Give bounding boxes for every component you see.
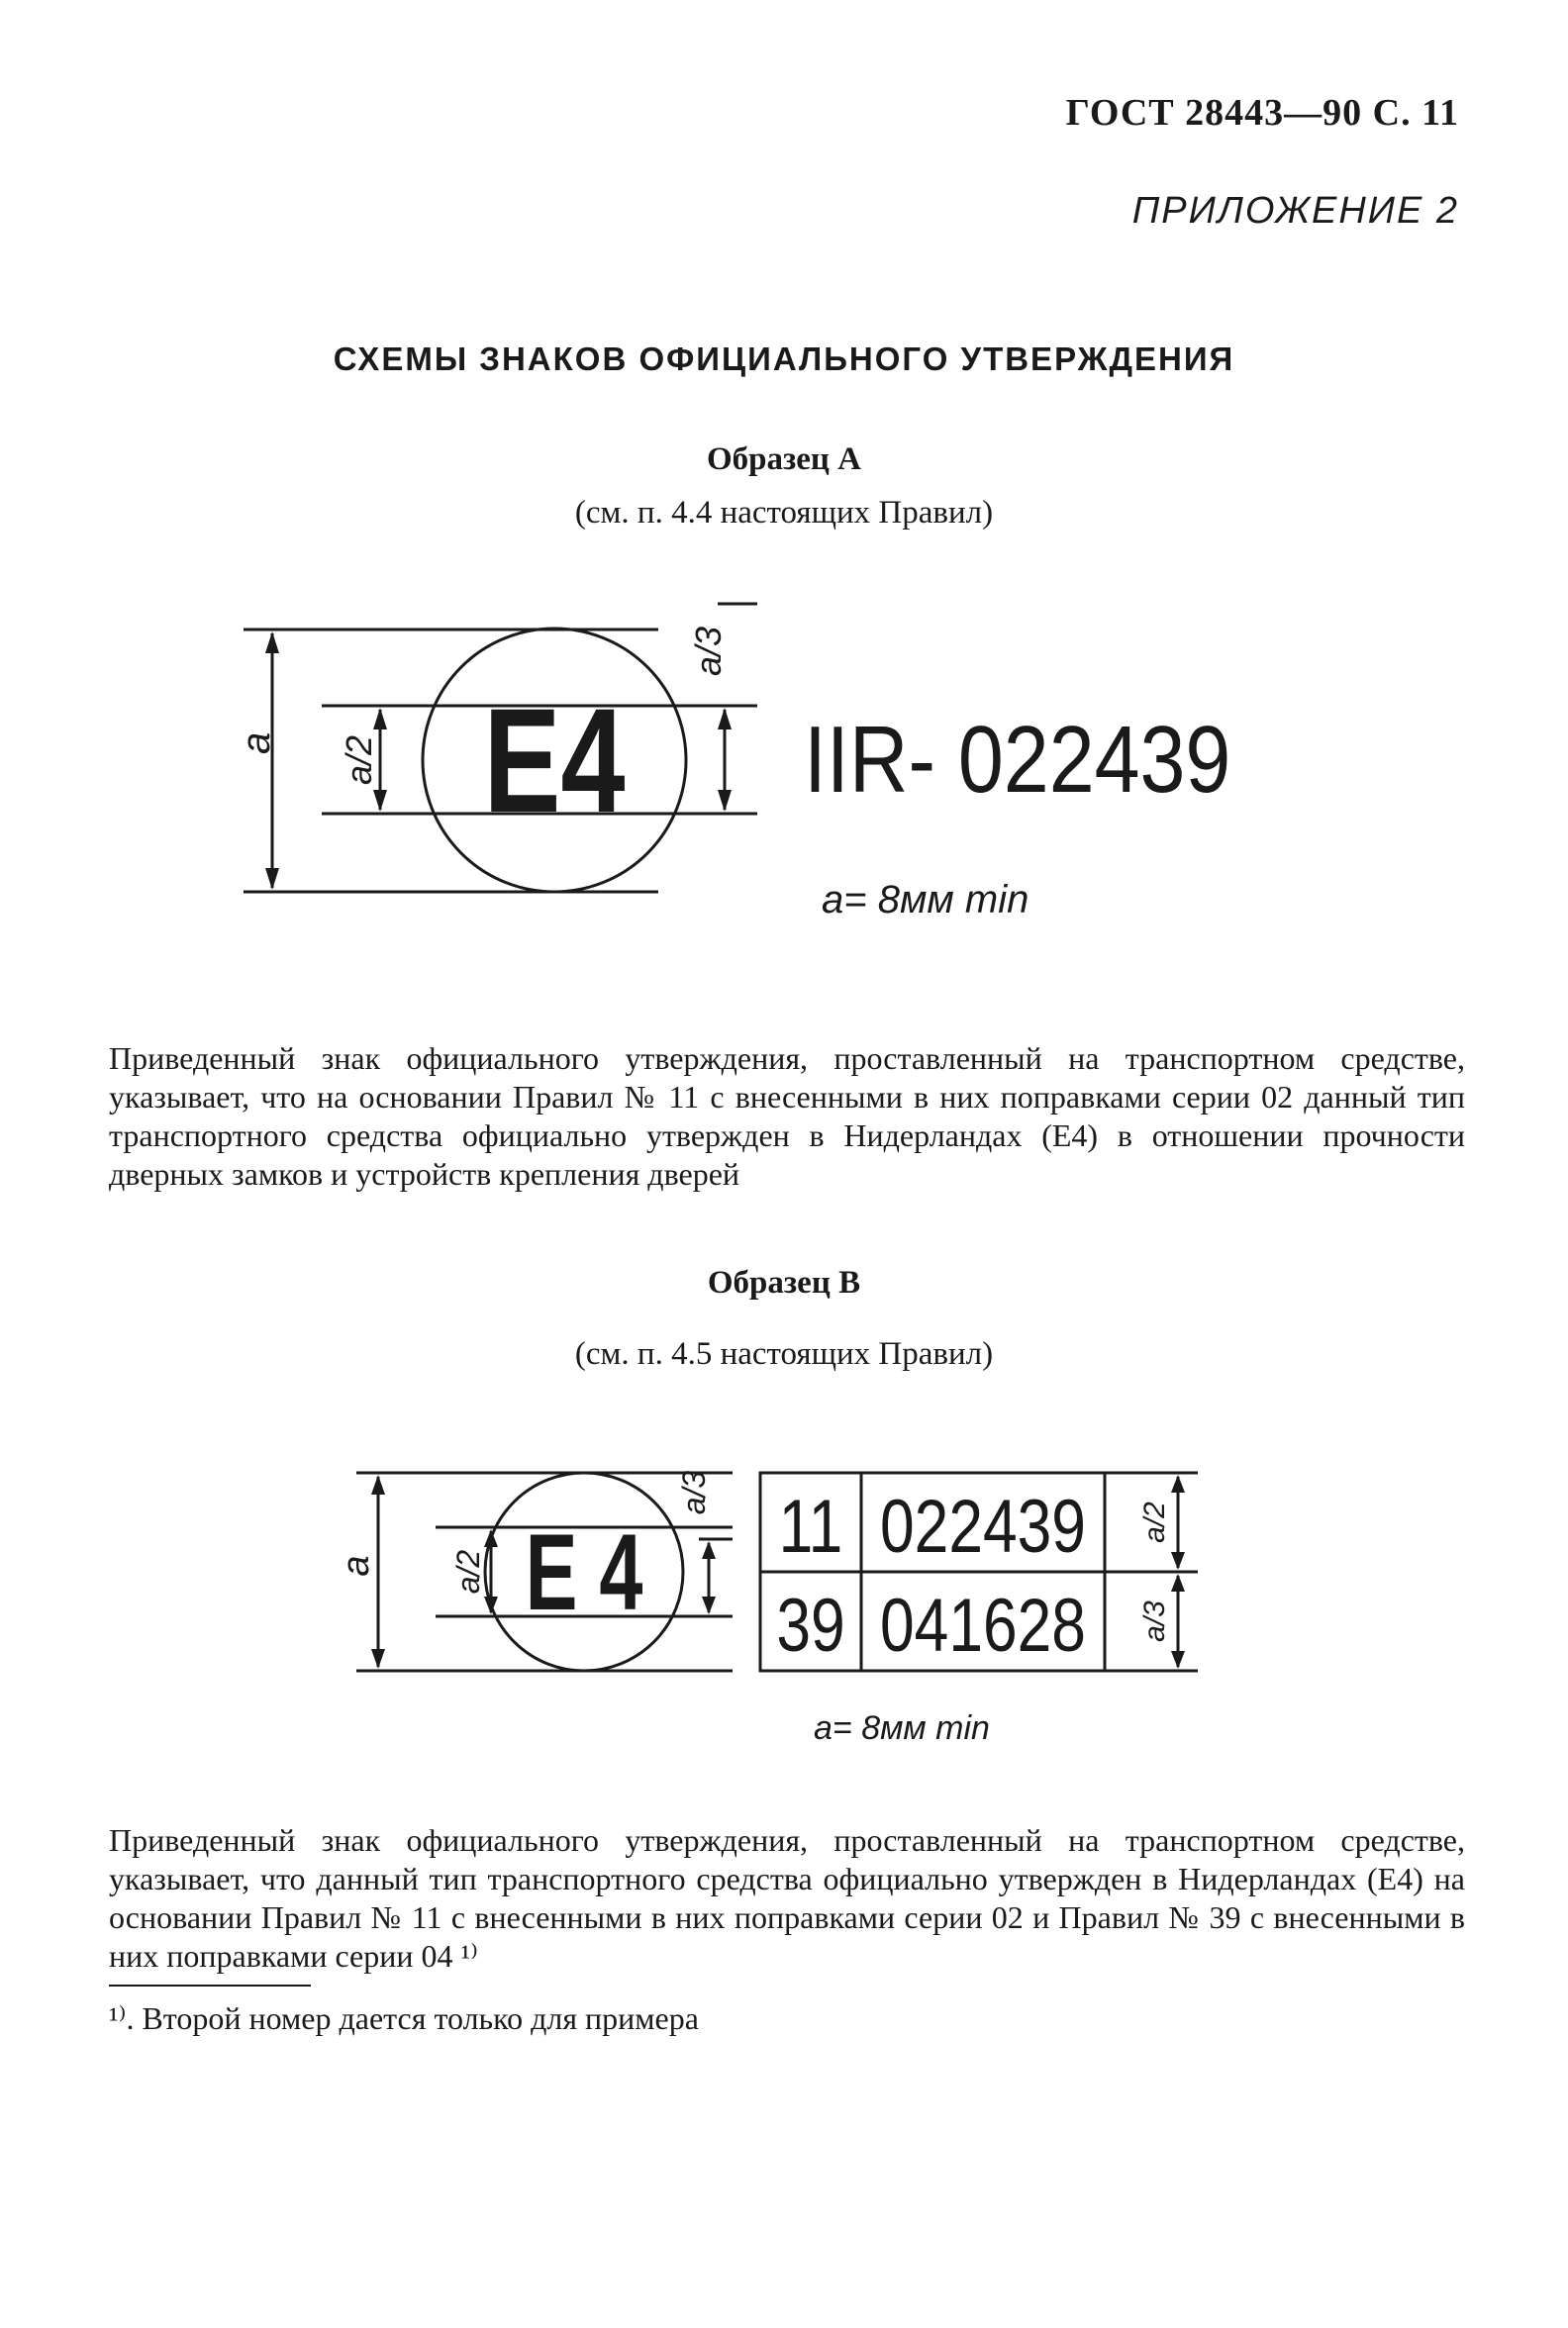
arrowhead-icon — [1171, 1552, 1185, 1570]
sample-b-description: Приведенный знак официального утверждения, проставленный на транспортном средстве, указывает, что данный тип транспортного средства официально утвержден в Нидерландах (E4) на основании Правил № 11 с внесенными в них поправками серии 02 и Правил № 39 с внесенными в них поправками серии 04 ¹⁾ — [109, 1822, 1465, 1974]
sample-b-dim-a-label: a — [336, 1555, 377, 1577]
arrowhead-icon — [702, 1541, 716, 1559]
sample-b-row2-dim-label: a/3 — [1138, 1600, 1171, 1642]
sample-b-mark-code: E 4 — [525, 1511, 643, 1634]
arrowhead-icon — [1171, 1574, 1185, 1592]
sample-a-dim-third-label: a/3 — [688, 626, 729, 677]
sample-b-caption: Образец В — [707, 1265, 861, 1301]
arrowhead-icon — [1171, 1651, 1185, 1669]
arrowhead-icon — [484, 1597, 498, 1614]
sample-a-note: a= 8мм min — [822, 878, 1029, 922]
sample-b-row2-regulation: 39 — [776, 1583, 845, 1668]
sample-b-reference: (см. п. 4.5 настоящих Правил) — [574, 1336, 994, 1372]
arrowhead-icon — [484, 1529, 498, 1547]
page-title: СХЕМЫ ЗНАКОВ ОФИЦИАЛЬНОГО УТВЕРЖДЕНИЯ — [333, 340, 1235, 377]
sample-b-dim-third-label: a/3 — [676, 1470, 712, 1515]
arrowhead-icon — [371, 1649, 385, 1669]
sample-a-description: Приведенный знак официального утверждения, проставленный на транспортном средстве, указывает, что на основании Правил № 11 с внесенными в них поправками серии 02 данный тип транспортного средства официально утвержден в Нидерландах (E4) в отношении прочности дверных замков и устройств крепления дверей — [109, 1040, 1465, 1192]
sample-b-row1-regulation: 11 — [778, 1484, 843, 1569]
sample-a-mark-code: E4 — [483, 676, 626, 844]
sample-b-row1-dim-label: a/2 — [1138, 1502, 1171, 1543]
sample-a-approval-number: IIR- 022439 — [803, 706, 1231, 813]
sample-b-note: a= 8мм min — [814, 1709, 990, 1747]
sample-b-row2-number: 041628 — [880, 1583, 1086, 1668]
standard-page-header: ГОСТ 28443—90 С. 11 — [1065, 92, 1459, 134]
sample-a-dim-a-label: a — [235, 731, 278, 754]
sample-a-caption: Образец А — [706, 441, 862, 477]
appendix-label: ПРИЛОЖЕНИЕ 2 — [1131, 190, 1459, 232]
arrowhead-icon — [702, 1597, 716, 1614]
footnote: ¹⁾. Второй номер дается только для примера — [109, 2000, 699, 2036]
sample-a-dim-half-label: a/2 — [339, 734, 379, 786]
footnote-rule — [109, 1985, 311, 1987]
arrowhead-icon — [371, 1475, 385, 1495]
sample-b-row1-number: 022439 — [880, 1484, 1086, 1569]
sample-a-reference: (см. п. 4.4 настоящих Правил) — [574, 495, 994, 531]
sample-b-dim-half-label: a/2 — [450, 1549, 486, 1595]
arrowhead-icon — [1171, 1475, 1185, 1493]
